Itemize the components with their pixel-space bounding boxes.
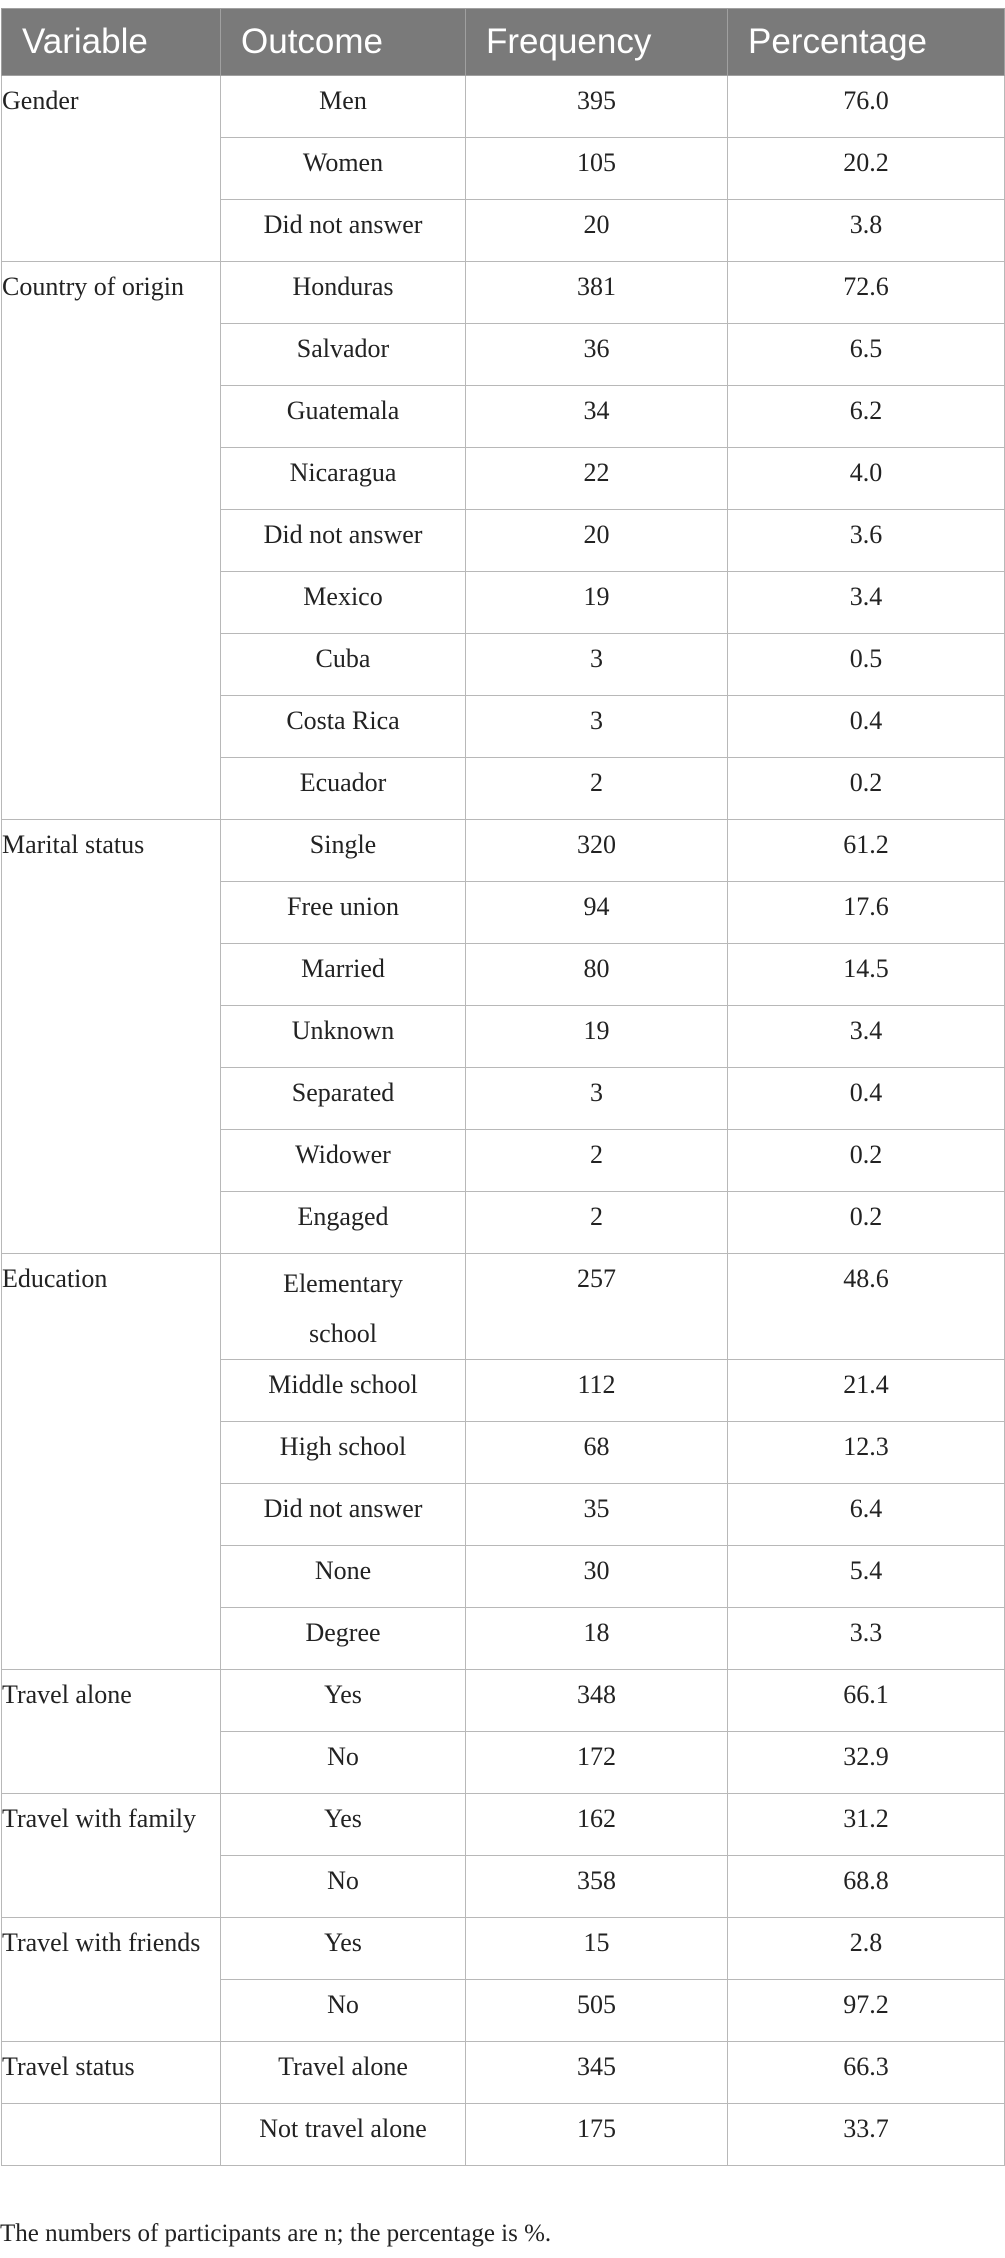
percentage-cell: 76.0: [728, 76, 1005, 138]
outcome-cell: None: [221, 1546, 466, 1608]
frequency-cell: 20: [466, 510, 728, 572]
percentage-cell: 31.2: [728, 1794, 1005, 1856]
outcome-cell: Separated: [221, 1068, 466, 1130]
outcome-cell: Single: [221, 820, 466, 882]
percentage-cell: 0.5: [728, 634, 1005, 696]
frequency-cell: 3: [466, 1068, 728, 1130]
outcome-cell: Salvador: [221, 324, 466, 386]
header-row: [2, 9, 1005, 76]
outcome-cell: Nicaragua: [221, 448, 466, 510]
outcome-cell: Middle school: [221, 1360, 466, 1422]
percentage-cell: 0.2: [728, 1130, 1005, 1192]
percentage-cell: 66.1: [728, 1670, 1005, 1732]
frequency-cell: 175: [466, 2104, 728, 2166]
frequency-cell: 172: [466, 1732, 728, 1794]
outcome-cell: Engaged: [221, 1192, 466, 1254]
frequency-cell: 19: [466, 1006, 728, 1068]
table-row: [2, 76, 1005, 138]
percentage-cell: 66.3: [728, 2042, 1005, 2104]
variable-cell: Travel alone: [2, 1670, 221, 1794]
header-frequency: Frequency: [466, 9, 728, 76]
percentage-cell: 0.4: [728, 696, 1005, 758]
frequency-cell: 22: [466, 448, 728, 510]
outcome-cell: High school: [221, 1422, 466, 1484]
frequency-cell: 381: [466, 262, 728, 324]
outcome-cell: Guatemala: [221, 386, 466, 448]
outcome-cell: Did not answer: [221, 200, 466, 262]
table-row: [2, 1794, 1005, 1856]
frequency-cell: 395: [466, 76, 728, 138]
percentage-cell: 17.6: [728, 882, 1005, 944]
frequency-cell: 80: [466, 944, 728, 1006]
percentage-cell: 12.3: [728, 1422, 1005, 1484]
frequency-cell: 35: [466, 1484, 728, 1546]
percentage-cell: 4.0: [728, 448, 1005, 510]
outcome-cell: Yes: [221, 1918, 466, 1980]
frequency-cell: 358: [466, 1856, 728, 1918]
outcome-cell: Men: [221, 76, 466, 138]
frequency-cell: 36: [466, 324, 728, 386]
outcome-cell: Women: [221, 138, 466, 200]
frequency-cell: 20: [466, 200, 728, 262]
variable-cell: Country of origin: [2, 262, 221, 820]
frequency-cell: 19: [466, 572, 728, 634]
frequency-cell: 257: [466, 1254, 728, 1360]
variable-cell: Gender: [2, 76, 221, 262]
outcome-cell: Did not answer: [221, 510, 466, 572]
outcome-cell: Travel alone: [221, 2042, 466, 2104]
percentage-cell: 32.9: [728, 1732, 1005, 1794]
frequency-cell: 505: [466, 1980, 728, 2042]
variable-cell: Travel status: [2, 2042, 221, 2104]
outcome-cell: Widower: [221, 1130, 466, 1192]
percentage-cell: 3.4: [728, 572, 1005, 634]
percentage-cell: 3.6: [728, 510, 1005, 572]
percentage-cell: 61.2: [728, 820, 1005, 882]
percentage-cell: 21.4: [728, 1360, 1005, 1422]
percentage-cell: 0.2: [728, 1192, 1005, 1254]
outcome-cell: Mexico: [221, 572, 466, 634]
outcome-cell: Costa Rica: [221, 696, 466, 758]
frequency-cell: 162: [466, 1794, 728, 1856]
percentage-cell: 3.8: [728, 200, 1005, 262]
percentage-cell: 6.2: [728, 386, 1005, 448]
header-outcome: Outcome: [221, 9, 466, 76]
frequency-cell: 2: [466, 1192, 728, 1254]
percentage-cell: 3.4: [728, 1006, 1005, 1068]
percentage-cell: 2.8: [728, 1918, 1005, 1980]
table-body: [2, 76, 1005, 2166]
data-table: [1, 8, 1005, 2166]
header-percentage: Percentage: [728, 9, 1005, 76]
table-row: [2, 2104, 1005, 2166]
percentage-cell: 3.3: [728, 1608, 1005, 1670]
percentage-cell: 72.6: [728, 262, 1005, 324]
percentage-cell: 6.5: [728, 324, 1005, 386]
frequency-cell: 18: [466, 1608, 728, 1670]
frequency-cell: 112: [466, 1360, 728, 1422]
percentage-cell: 14.5: [728, 944, 1005, 1006]
table-row: [2, 262, 1005, 324]
outcome-cell: Married: [221, 944, 466, 1006]
percentage-cell: 6.4: [728, 1484, 1005, 1546]
outcome-cell: Yes: [221, 1670, 466, 1732]
frequency-cell: 345: [466, 2042, 728, 2104]
frequency-cell: 94: [466, 882, 728, 944]
outcome-cell: Cuba: [221, 634, 466, 696]
frequency-cell: 30: [466, 1546, 728, 1608]
variable-cell: Education: [2, 1254, 221, 1670]
table-row: [2, 2042, 1005, 2104]
table-footnote: The numbers of participants are n; the percentage is %.: [0, 2220, 552, 2247]
table-row: [2, 1254, 1005, 1360]
outcome-cell: No: [221, 1856, 466, 1918]
frequency-cell: 105: [466, 138, 728, 200]
header-variable: Variable: [2, 9, 221, 76]
outcome-cell: Honduras: [221, 262, 466, 324]
percentage-cell: 97.2: [728, 1980, 1005, 2042]
percentage-cell: 0.4: [728, 1068, 1005, 1130]
percentage-cell: 0.2: [728, 758, 1005, 820]
percentage-cell: 48.6: [728, 1254, 1005, 1360]
frequency-cell: 2: [466, 1130, 728, 1192]
percentage-cell: 5.4: [728, 1546, 1005, 1608]
frequency-cell: 15: [466, 1918, 728, 1980]
frequency-cell: 320: [466, 820, 728, 882]
frequency-cell: 34: [466, 386, 728, 448]
outcome-cell: Ecuador: [221, 758, 466, 820]
variable-cell: Travel with friends: [2, 1918, 221, 2042]
percentage-cell: 20.2: [728, 138, 1005, 200]
table-row: [2, 1918, 1005, 1980]
frequency-cell: 3: [466, 696, 728, 758]
variable-cell: [2, 2104, 221, 2166]
table-row: [2, 1670, 1005, 1732]
outcome-cell: Degree: [221, 1608, 466, 1670]
outcome-cell: Unknown: [221, 1006, 466, 1068]
outcome-cell: Not travel alone: [221, 2104, 466, 2166]
frequency-cell: 348: [466, 1670, 728, 1732]
outcome-cell: Did not answer: [221, 1484, 466, 1546]
variable-cell: Marital status: [2, 820, 221, 1254]
outcome-cell: Free union: [221, 882, 466, 944]
percentage-cell: 68.8: [728, 1856, 1005, 1918]
variable-cell: Travel with family: [2, 1794, 221, 1918]
frequency-cell: 2: [466, 758, 728, 820]
outcome-cell: Elementary school: [221, 1254, 466, 1360]
percentage-cell: 33.7: [728, 2104, 1005, 2166]
outcome-cell: No: [221, 1980, 466, 2042]
table-row: [2, 820, 1005, 882]
frequency-cell: 68: [466, 1422, 728, 1484]
outcome-cell: Yes: [221, 1794, 466, 1856]
outcome-cell: No: [221, 1732, 466, 1794]
frequency-cell: 3: [466, 634, 728, 696]
